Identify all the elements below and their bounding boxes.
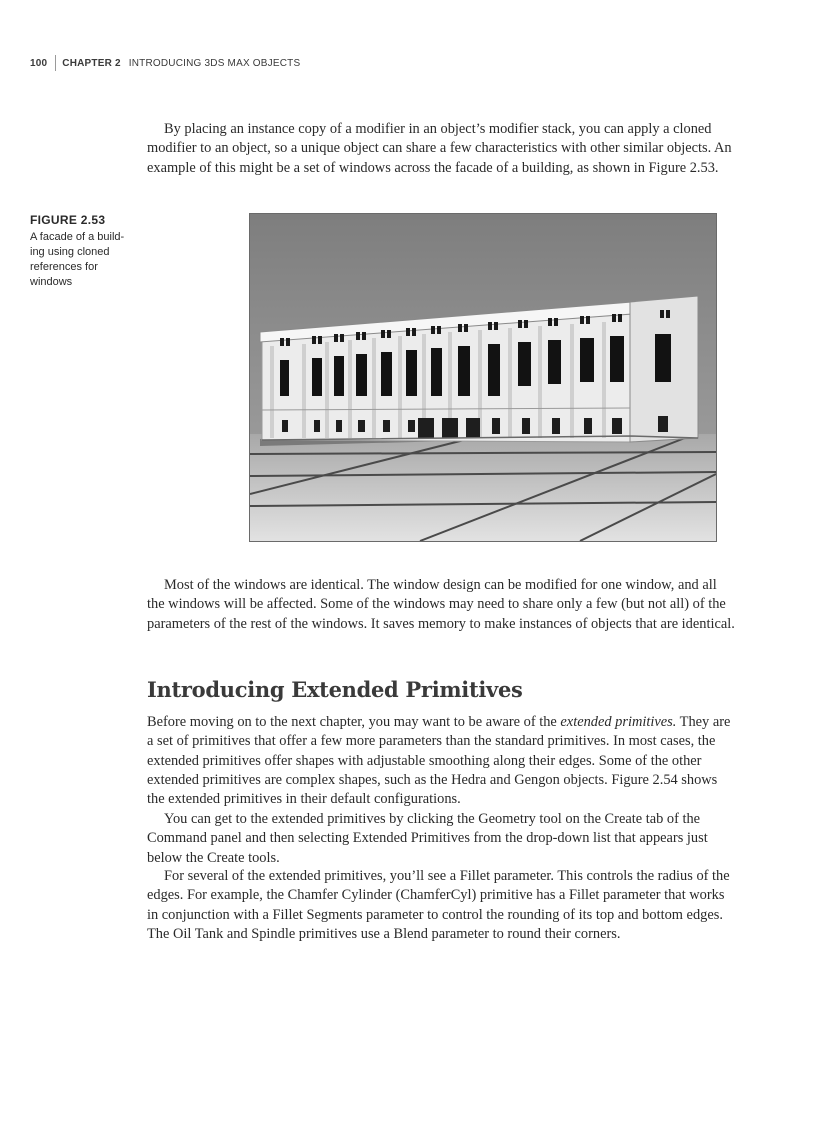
- page-number: 100: [30, 57, 48, 69]
- figure-label: FIGURE 2.53: [30, 213, 106, 227]
- paragraph-3-lead: Before moving on to the next chapter, you may want to be aware of the: [147, 714, 561, 730]
- figure-building-facade: [249, 213, 717, 542]
- body-paragraph-3: [147, 713, 737, 809]
- paragraph-3-rest: They are a set of primitives that offer a few more parameters than the standard primitives. In most cases, the extended primitives offer shapes with adjustable smoothing along their edges. Some of the other extended primitives are complex shapes, such as the Hedra and Gengon objects. Figure 2.54 shows the extended primitives in their default configurations.: [147, 714, 731, 808]
- figure-caption: [30, 213, 135, 290]
- section-heading: Introducing Extended Primitives: [147, 677, 523, 702]
- facade-render-image: [250, 214, 716, 541]
- extended-primitives-term: extended primitives.: [560, 714, 677, 730]
- running-head-divider: [55, 55, 56, 71]
- figure-caption-text: A facade of a build-ing using cloned references for windows: [30, 231, 125, 288]
- body-paragraph-5: For several of the extended primitives, you’ll see a Fillet parameter. This controls the radius of the edges. For example, the Chamfer Cylinder (ChamferCyl) primitive has a Fillet parameter that works in conjunction with a Fillet Segments parameter to control the rounding of its top and bottom edges. The Oil Tank and Spindle primitives use a Blend parameter to round their corners.: [147, 868, 730, 942]
- running-head: [30, 55, 300, 71]
- body-paragraph-1: By placing an instance copy of a modifier in an object’s modifier stack, you can apply a cloned modifier to an object, so a unique object can share a few characteristics with other similar objects. An example of this might be a set of windows across the facade of a building, as shown in Figure 2.53.: [147, 121, 732, 176]
- body-paragraph-2: Most of the windows are identical. The window design can be modified for one window, and all the windows will be affected. Some of the windows may need to share only a few (but not all) of the parameters of the rest of the windows. It saves memory to make instances of objects that are identical.: [147, 577, 735, 632]
- chapter-label: CHAPTER 2: [62, 57, 121, 69]
- body-paragraph-4: You can get to the extended primitives by clicking the Geometry tool on the Create tab of the Command panel and then selecting Extended Primitives from the drop-down list that appears just below the Create tools.: [147, 811, 708, 866]
- chapter-title: INTRODUCING 3DS MAX OBJECTS: [128, 57, 301, 69]
